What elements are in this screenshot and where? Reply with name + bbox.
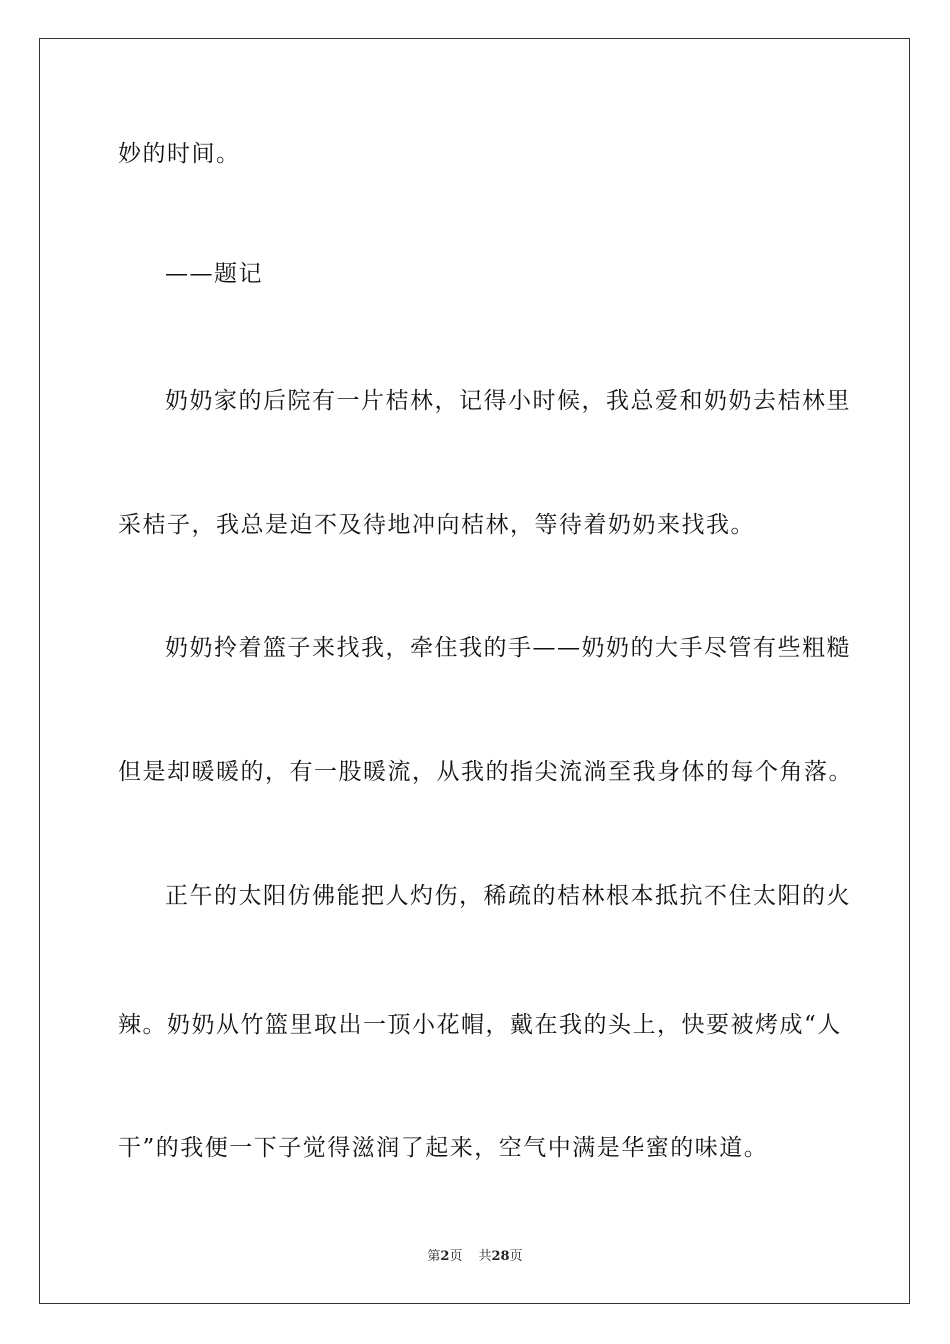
footer-total-pages: 28 bbox=[491, 1249, 510, 1264]
text-line-5: 奶奶拎着篮子来找我，牵住我的手——奶奶的大手尽管有些粗糙 bbox=[165, 635, 851, 661]
text-line-1: 妙的时间。 bbox=[118, 141, 241, 167]
text-line-7: 正午的太阳仿佛能把人灼伤，稀疏的桔林根本抵抗不住太阳的火 bbox=[165, 883, 851, 909]
footer-page-number: 2 bbox=[440, 1249, 450, 1264]
footer-page-prefix: 第 bbox=[427, 1249, 441, 1264]
footer-total-prefix: 共 bbox=[478, 1249, 492, 1264]
text-line-9: 干”的我便一下子觉得滋润了起来，空气中满是华蜜的味道。 bbox=[118, 1135, 769, 1161]
footer-page-suffix: 页 bbox=[449, 1249, 463, 1264]
footer-total-suffix: 页 bbox=[509, 1249, 523, 1264]
text-line-2-inscription: ——题记 bbox=[165, 261, 263, 287]
page-footer bbox=[0, 1248, 950, 1266]
page-border bbox=[39, 38, 910, 1304]
text-line-8: 辣。奶奶从竹篮里取出一顶小花帽，戴在我的头上，快要被烤成“人 bbox=[118, 1012, 842, 1038]
text-line-4: 采桔子，我总是迫不及待地冲向桔林，等待着奶奶来找我。 bbox=[118, 512, 755, 538]
text-line-6: 但是却暖暖的，有一股暖流，从我的指尖流淌至我身体的每个角落。 bbox=[118, 759, 853, 785]
text-line-3: 奶奶家的后院有一片桔林，记得小时候，我总爱和奶奶去桔林里 bbox=[165, 388, 851, 414]
